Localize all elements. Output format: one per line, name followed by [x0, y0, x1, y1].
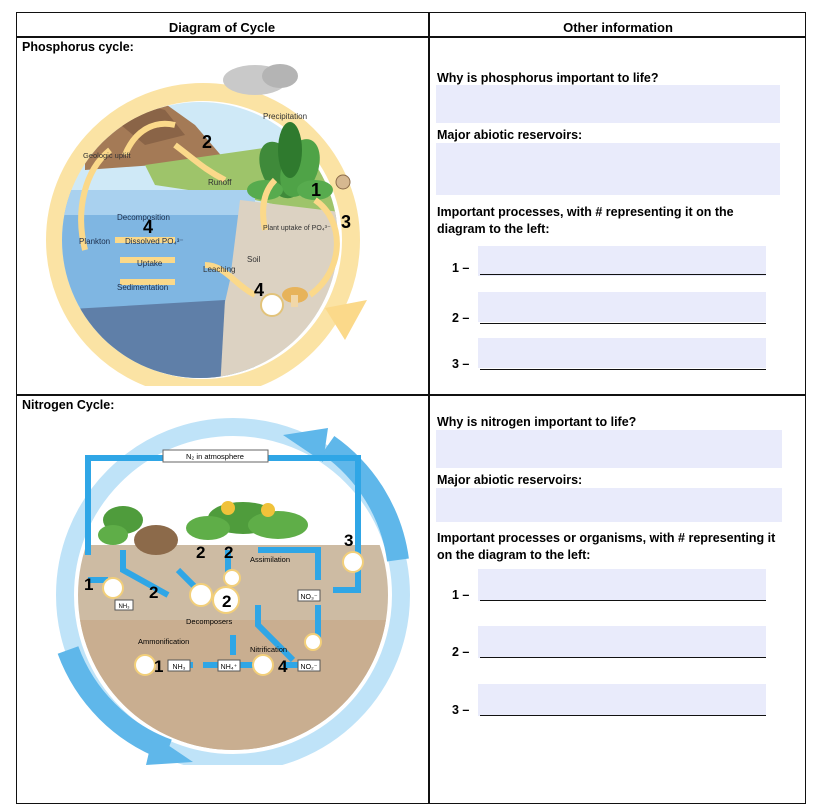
n-marker-2a: 2	[149, 583, 159, 602]
nitrogen-item-3-label: 3 –	[452, 703, 470, 717]
label-runoff: Runoff	[208, 178, 232, 187]
nitrogen-answer-reservoirs[interactable]	[436, 488, 782, 522]
marker-4a: 4	[143, 217, 154, 237]
phosphorus-q-reservoirs: Major abiotic reservoirs:	[437, 128, 583, 142]
nitrogen-item-1-label: 1 –	[452, 588, 470, 602]
phosphorus-line-2	[480, 323, 766, 324]
label-assimilation: Assimilation	[250, 555, 291, 564]
label-no2: NO₂⁻	[300, 664, 318, 671]
phosphorus-answer-reservoirs[interactable]	[436, 143, 780, 195]
n-marker-2b: 2	[196, 543, 206, 562]
nitrogen-answer-3[interactable]	[478, 684, 766, 716]
nitrogen-line-2	[480, 657, 766, 658]
nitrogen-answer-1[interactable]	[478, 569, 766, 601]
row-divider	[16, 394, 806, 396]
nitrogen-answer-2[interactable]	[478, 626, 766, 658]
n-marker-1b: 1	[154, 657, 164, 676]
label-ammonification: Ammonification	[138, 637, 190, 646]
nitrogen-answer-importance[interactable]	[436, 430, 782, 468]
phosphorus-line-1	[480, 274, 766, 275]
header-diagram: Diagram of Cycle	[168, 20, 276, 35]
label-decomposition: Decomposition	[117, 213, 170, 222]
nitrogen-q-importance: Why is nitrogen important to life?	[437, 415, 637, 429]
header-divider	[16, 36, 806, 38]
marker-4b: 4	[254, 280, 265, 300]
animal-icon	[134, 525, 178, 555]
marker-1: 1	[311, 180, 322, 200]
label-atmosphere: N₂ in atmosphere	[186, 452, 244, 461]
column-divider	[428, 12, 430, 804]
nitrogen-q-processes: Important processes or organisms, with # representing it on the diagram to the left:	[437, 531, 776, 562]
phosphorus-line-3	[480, 369, 766, 370]
nitrogen-diagram	[28, 410, 423, 765]
nitrogen-line-1	[480, 600, 766, 601]
phosphorus-q-processes: Important processes, with # representing it on the diagram to the left:	[437, 205, 734, 236]
label-dissolved: Dissolved PO₄³⁻	[125, 237, 184, 246]
n-marker-2d: 2	[222, 592, 232, 611]
phosphorus-caption: Phosphorus cycle:	[22, 40, 134, 54]
phosphorus-answer-1[interactable]	[478, 246, 766, 276]
label-sedimentation: Sedimentation	[117, 283, 169, 292]
label-precipitation: Precipitation	[263, 112, 308, 121]
snail-icon	[336, 175, 350, 189]
phosphorus-item-3-label: 3 –	[452, 357, 470, 371]
label-decomposers: Decomposers	[186, 617, 233, 626]
label-uptake: Uptake	[137, 259, 163, 268]
label-plant-uptake: Plant uptake of PO₄³⁻	[263, 225, 331, 232]
label-nitrification: Nitrification	[250, 645, 288, 654]
label-nh3-a: NH₃	[118, 604, 130, 610]
phosphorus-answer-2[interactable]	[478, 292, 766, 322]
marker-2: 2	[202, 132, 213, 152]
label-geologic-uplift: Geologic uplift	[83, 151, 131, 160]
phosphorus-item-2-label: 2 –	[452, 311, 470, 325]
marker-3: 3	[341, 212, 352, 232]
label-nh4: NH₄⁺	[220, 664, 238, 671]
nitrogen-caption: Nitrogen Cycle:	[22, 398, 115, 412]
phosphorus-answer-importance[interactable]	[436, 85, 780, 123]
label-nh3-b: NH₃	[172, 664, 186, 671]
header-other-info: Other information	[563, 20, 673, 35]
phosphorus-item-1-label: 1 –	[452, 261, 470, 275]
phosphorus-answer-3[interactable]	[478, 338, 766, 368]
n-marker-1a: 1	[84, 575, 94, 594]
phosphorus-q-importance: Why is phosphorus important to life?	[437, 71, 659, 85]
nitrogen-line-3	[480, 715, 766, 716]
nitrogen-item-2-label: 2 –	[452, 645, 470, 659]
n-marker-2c: 2	[224, 543, 234, 562]
label-soil: Soil	[247, 255, 261, 264]
label-leaching: Leaching	[203, 265, 236, 274]
n-marker-4: 4	[278, 657, 288, 676]
n-marker-3: 3	[344, 531, 354, 550]
phosphorus-diagram	[25, 50, 420, 386]
label-plankton: Plankton	[79, 237, 111, 246]
label-no3: NO₃⁻	[300, 594, 318, 601]
nitrogen-q-reservoirs: Major abiotic reservoirs:	[437, 473, 583, 487]
